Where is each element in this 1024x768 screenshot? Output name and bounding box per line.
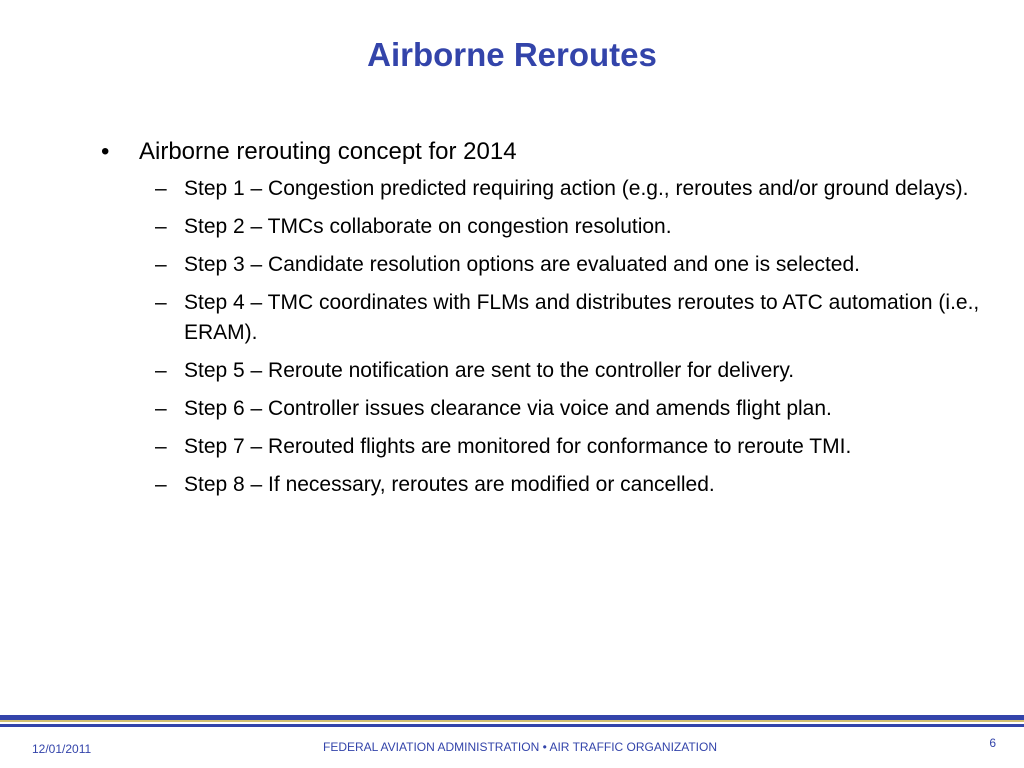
sub-bullet-marker: – — [155, 359, 167, 382]
sub-bullet-marker: – — [155, 291, 167, 314]
page-number: 6 — [989, 736, 996, 750]
sub-bullet-marker: – — [155, 215, 167, 238]
sub-bullet-item — [155, 356, 984, 386]
bullet-marker: • — [101, 138, 110, 165]
sub-bullet-item — [155, 394, 984, 424]
sub-bullet-text: Step 7 – Rerouted flights are monitored for conformance to reroute TMI. — [184, 435, 852, 458]
sub-bullet-text: Step 5 – Reroute notification are sent to the controller for delivery. — [184, 359, 795, 382]
sub-bullet-text: Step 8 – If necessary, reroutes are modified or cancelled. — [184, 473, 715, 496]
sub-bullet-item — [155, 212, 984, 242]
bullet-item — [101, 136, 979, 168]
sub-bullet-marker: – — [155, 435, 167, 458]
sub-bullet-item — [155, 174, 984, 204]
sub-bullet-item — [155, 470, 984, 500]
slide-content — [0, 136, 1024, 508]
sub-bullet-marker: – — [155, 177, 167, 200]
sub-bullet-item — [155, 288, 984, 348]
sub-bullet-marker: – — [155, 253, 167, 276]
sub-bullet-marker: – — [155, 397, 167, 420]
footer-divider-gold — [0, 720, 1024, 722]
sub-bullet-list — [0, 174, 1024, 500]
sub-bullet-text: Step 4 – TMC coordinates with FLMs and distributes reroutes to ATC automation (i.e., ERAM). — [184, 291, 980, 344]
sub-bullet-text: Step 6 – Controller issues clearance via voice and amends flight plan. — [184, 397, 832, 420]
bullet-text: Airborne rerouting concept for 2014 — [139, 138, 517, 165]
sub-bullet-text: Step 1 – Congestion predicted requiring action (e.g., reroutes and/or ground delays). — [184, 177, 969, 200]
footer-date: 12/01/2011 — [32, 742, 92, 756]
slide-title: Airborne Reroutes — [367, 36, 657, 73]
sub-bullet-item — [155, 432, 984, 462]
footer-divider-navy-bottom — [0, 724, 1024, 727]
sub-bullet-item — [155, 250, 984, 280]
sub-bullet-marker: – — [155, 473, 167, 496]
sub-bullet-text: Step 2 – TMCs collaborate on congestion resolution. — [184, 215, 672, 238]
footer-organization: FEDERAL AVIATION ADMINISTRATION • AIR TRAFFIC ORGANIZATION — [322, 740, 718, 754]
sub-bullet-text: Step 3 – Candidate resolution options are evaluated and one is selected. — [184, 253, 860, 276]
